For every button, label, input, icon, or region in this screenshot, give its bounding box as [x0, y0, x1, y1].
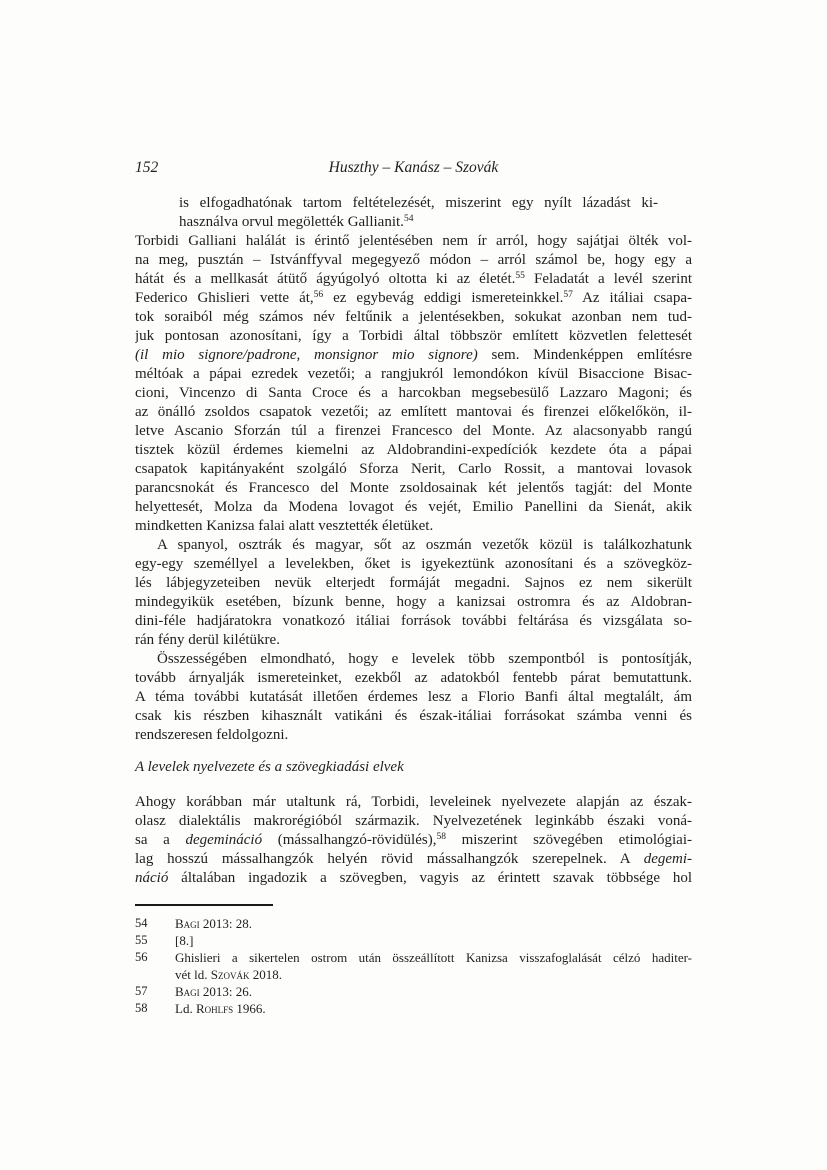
footnote-text	[175, 983, 692, 1000]
paragraph-4	[135, 793, 692, 888]
text-line	[179, 194, 658, 213]
text-segment: (il mio signore/padrone, monsignor mio signore)	[135, 347, 478, 363]
text-line	[175, 915, 692, 932]
text-line	[135, 251, 692, 270]
footnote	[135, 932, 692, 949]
text-segment: juk pontosan azonosítani, így a Torbidi által többször említett közvetlen felettesét	[135, 328, 692, 344]
footnote-number: 55	[135, 933, 148, 947]
text-line	[135, 850, 692, 869]
text-line	[175, 966, 692, 983]
footnote-reference: 56	[313, 290, 324, 300]
footnote	[135, 949, 692, 983]
text-segment: lés lábjegyzeteiben nevük elterjedt formáját megadni. Sajnos ez nem sikerült	[135, 575, 692, 591]
text-segment: (mássalhangzó-rövidülés),	[262, 832, 437, 848]
footnote	[135, 983, 692, 1000]
text-segment: Az itáliai csapa-	[572, 290, 692, 306]
footnote	[135, 1000, 692, 1017]
text-line	[135, 460, 692, 479]
text-segment: A spanyol, osztrák és magyar, sőt az oszmán vezetők közül is találkozhatunk	[157, 537, 692, 553]
page-content	[135, 158, 692, 1017]
running-title: Huszthy – Kanász – Szovák	[328, 159, 499, 176]
footnote-number: 58	[135, 1001, 148, 1015]
text-segment: sem. Mindenképpen említésre	[477, 347, 692, 363]
text-segment: Feladatát a levél szerint	[524, 271, 692, 287]
text-segment: rán fény derül kilétükre.	[135, 632, 280, 648]
text-line	[135, 612, 692, 631]
text-line	[135, 517, 692, 536]
text-line	[175, 1000, 692, 1017]
footnote	[135, 915, 692, 932]
text-line	[135, 707, 692, 726]
text-line	[135, 365, 692, 384]
text-segment: degemi-	[643, 851, 692, 867]
text-segment: az önálló zsoldos csapatok vezetői; az említett mantovai és firenzei előkelőkön, il-	[135, 404, 692, 420]
text-line	[135, 479, 692, 498]
text-segment: használva orvul megölették Gallianit.	[179, 214, 404, 230]
text-segment: Szovák	[210, 967, 250, 982]
text-segment: tok soraiból még számos név feltűnik a jelentésekben, sokukat azonban nem tud-	[135, 309, 692, 325]
text-segment: miszerint szövegében etimológiai-	[445, 832, 692, 848]
text-line	[135, 232, 692, 251]
text-segment: általában ingadozik a szövegben, vagyis az érintett szavak többsége hol	[168, 870, 692, 886]
footnote-text	[175, 949, 692, 983]
text-line	[179, 213, 658, 232]
text-segment: Federico Ghislieri vette át,	[135, 290, 314, 306]
page-number: 152	[135, 159, 159, 176]
text-segment: dini-féle hadjáratokra vonatkozó itáliai források további feltárása és vizsgálata so-	[135, 613, 692, 629]
text-segment: sa a	[135, 832, 186, 848]
text-line	[135, 688, 692, 707]
paragraph-3	[135, 650, 692, 745]
text-segment: ez egybevág eddigi ismereteinkkel.	[323, 290, 564, 306]
text-line	[175, 983, 692, 1000]
text-line	[135, 327, 692, 346]
text-line	[135, 812, 692, 831]
text-line	[135, 308, 692, 327]
text-segment: 2013: 26.	[199, 984, 253, 999]
text-segment: olasz dialektális makrorégióból származik. Nyelvezetének leginkább északi voná-	[135, 813, 692, 829]
paragraph-2	[135, 536, 692, 650]
text-segment: méltóak a pápai ezredek vezetői; a rangjukról lemondókon kívül Bisaccione Bisac-	[135, 366, 692, 382]
text-segment: A téma további kutatását illetően érdemes lesz a Florio Banfi által megtalált, ám	[135, 689, 692, 705]
footnote-text	[175, 1000, 692, 1017]
text-segment: Bagi	[175, 984, 200, 999]
text-line	[135, 289, 692, 308]
footnote-reference: 54	[403, 214, 414, 224]
text-segment: degemináció	[185, 832, 263, 848]
text-segment: mindketten Kanizsa falai alatt vesztették életüket.	[135, 518, 434, 534]
text-segment: helyettesét, Molza da Modena lovagot és vejét, Emilio Panellini da Sienát, akik	[135, 499, 692, 515]
text-segment: vét ld.	[175, 967, 211, 982]
footnotes	[135, 915, 692, 1017]
text-segment: Ld.	[175, 1001, 196, 1016]
text-line	[135, 631, 692, 650]
text-line	[135, 793, 692, 812]
text-segment: Ghislieri a sikertelen ostrom után összeállított Kanizsa visszafoglalását célzó haditer-	[175, 950, 692, 965]
text-line	[175, 949, 692, 966]
text-line	[135, 346, 692, 365]
footnote-number: 54	[135, 916, 148, 930]
text-segment: Torbidi Galliani halálát is érintő jelentésében nem ír arról, hogy sajátjai ölték vol-	[135, 233, 692, 249]
text-segment: lag hosszú mássalhangzók helyén rövid mássalhangzók szerepelnek. A	[135, 851, 644, 867]
footnote-number: 57	[135, 984, 148, 998]
text-segment: cioni, Vincenzo di Santa Croce és a harcokban megsebesülő Lazzaro Magoni; és	[135, 385, 692, 401]
text-line	[135, 536, 692, 555]
text-segment: [8.]	[175, 933, 194, 948]
text-segment: tovább árnyalják ismereteinket, ezekből az adatokból fentebb párat bemutattunk.	[135, 670, 692, 686]
text-line	[135, 498, 692, 517]
text-segment: na meg, pusztán – Istvánffyval megegyező módon – arról számol be, hogy egy a	[135, 252, 692, 268]
footnote-number: 56	[135, 950, 148, 964]
text-segment: 2013: 28.	[199, 916, 253, 931]
block-quote	[135, 194, 692, 232]
footnote-reference: 58	[436, 832, 446, 842]
text-segment: Összességében elmondható, hogy e levelek több szempontból is pontosítják,	[157, 651, 692, 667]
text-line	[135, 650, 692, 669]
text-segment: mindegyikük esetében, bízunk benne, hogy a kanizsai ostromra és az Aldobran-	[135, 594, 692, 610]
text-segment: Ahogy korábban már utaltunk rá, Torbidi, leveleinek nyelvezete alapján az észak-	[135, 794, 692, 810]
text-line	[135, 574, 692, 593]
text-line	[135, 441, 692, 460]
text-segment: rendszeresen feldolgozni.	[135, 727, 289, 743]
footnote-reference: 55	[515, 271, 525, 281]
text-segment: Bagi	[175, 916, 200, 931]
text-segment: Rohlfs	[195, 1001, 234, 1016]
text-line	[135, 869, 692, 888]
footnote-text	[175, 915, 692, 932]
text-segment: 2018.	[249, 967, 282, 982]
text-segment: csak kis részben kihasznált vatikáni és észak-itáliai forrásokat számba venni és	[135, 708, 692, 724]
text-segment: parancsnokát és Francesco del Monte zsoldosainak két jelentős tagját: del Monte	[135, 480, 692, 496]
text-segment: letve Ascanio Sforzán túl a firenzei Francesco del Monte. Az alacsonyabb rangú	[135, 423, 692, 439]
text-segment: 1966.	[233, 1001, 266, 1016]
text-segment: náció	[135, 870, 169, 886]
text-segment: hátát és a mellkasát átütő ágyúgolyó oltotta ki az életét.	[135, 271, 516, 287]
page-header	[135, 158, 692, 177]
text-line	[135, 555, 692, 574]
text-line	[175, 932, 692, 949]
text-line	[135, 831, 692, 850]
text-line	[135, 270, 692, 289]
text-line	[135, 384, 692, 403]
text-line	[135, 403, 692, 422]
text-segment: egy-egy személlyel a levelekben, őket is igyekeztünk azonosítani és a szövegköz-	[135, 556, 692, 572]
text-line	[135, 422, 692, 441]
footnote-reference: 57	[563, 290, 573, 300]
text-segment: tisztek közül érdemes kiemelni az Aldobrandini-expedíciók kezdete óta a pápai	[135, 442, 692, 458]
section-heading: A levelek nyelvezete és a szövegkiadási elvek	[135, 759, 404, 775]
text-segment: csapatok kapitányaként szolgáló Sforza Nerit, Carlo Rossit, a mantovai lovasok	[135, 461, 692, 477]
paragraph-1	[135, 232, 692, 536]
text-segment: is elfogadhatónak tartom feltételezését, miszerint egy nyílt lázadást ki-	[179, 195, 658, 211]
text-line	[135, 726, 692, 745]
footnote-separator	[135, 904, 273, 906]
footnote-text	[175, 932, 692, 949]
text-line	[135, 593, 692, 612]
text-line	[135, 669, 692, 688]
